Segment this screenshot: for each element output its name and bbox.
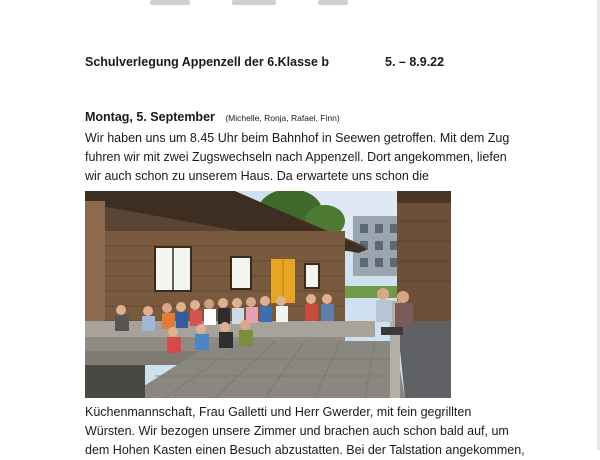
paragraph-2	[85, 403, 525, 460]
group-photo	[85, 191, 451, 398]
scan-top-marks	[0, 0, 600, 8]
authors: (Michelle, Ronja, Rafael, Finn)	[225, 113, 340, 123]
paragraph-line: dem Hohen Kasten einen Besuch abzustatten. Bei der Talstation angekommen,	[85, 443, 525, 457]
paragraph-line: Würsten. Wir bezogen unsere Zimmer und brachen auch schon bald auf, um	[85, 424, 509, 438]
document-title: Schulverlegung Appenzell der 6.Klasse b	[85, 55, 330, 69]
paragraph-line: Wir haben uns um 8.45 Uhr beim Bahnhof in Seewen getroffen. Mit dem Zug	[85, 131, 510, 145]
paragraph-line: wir auch schon zu unserem Haus. Da erwartete uns schon die	[85, 169, 429, 183]
day-title: Montag, 5. September	[85, 110, 215, 124]
document-header	[85, 55, 465, 69]
paragraph-line: fuhren wir mit zwei Zugswechseln nach Appenzell. Dort angekommen, liefen	[85, 150, 507, 164]
document-date-range: 5. – 8.9.22	[385, 55, 445, 69]
section-heading	[85, 108, 340, 126]
paragraph-1	[85, 129, 525, 186]
paragraph-line: Küchenmannschaft, Frau Galletti und Herr Gwerder, mit fein gegrillten	[85, 405, 472, 419]
